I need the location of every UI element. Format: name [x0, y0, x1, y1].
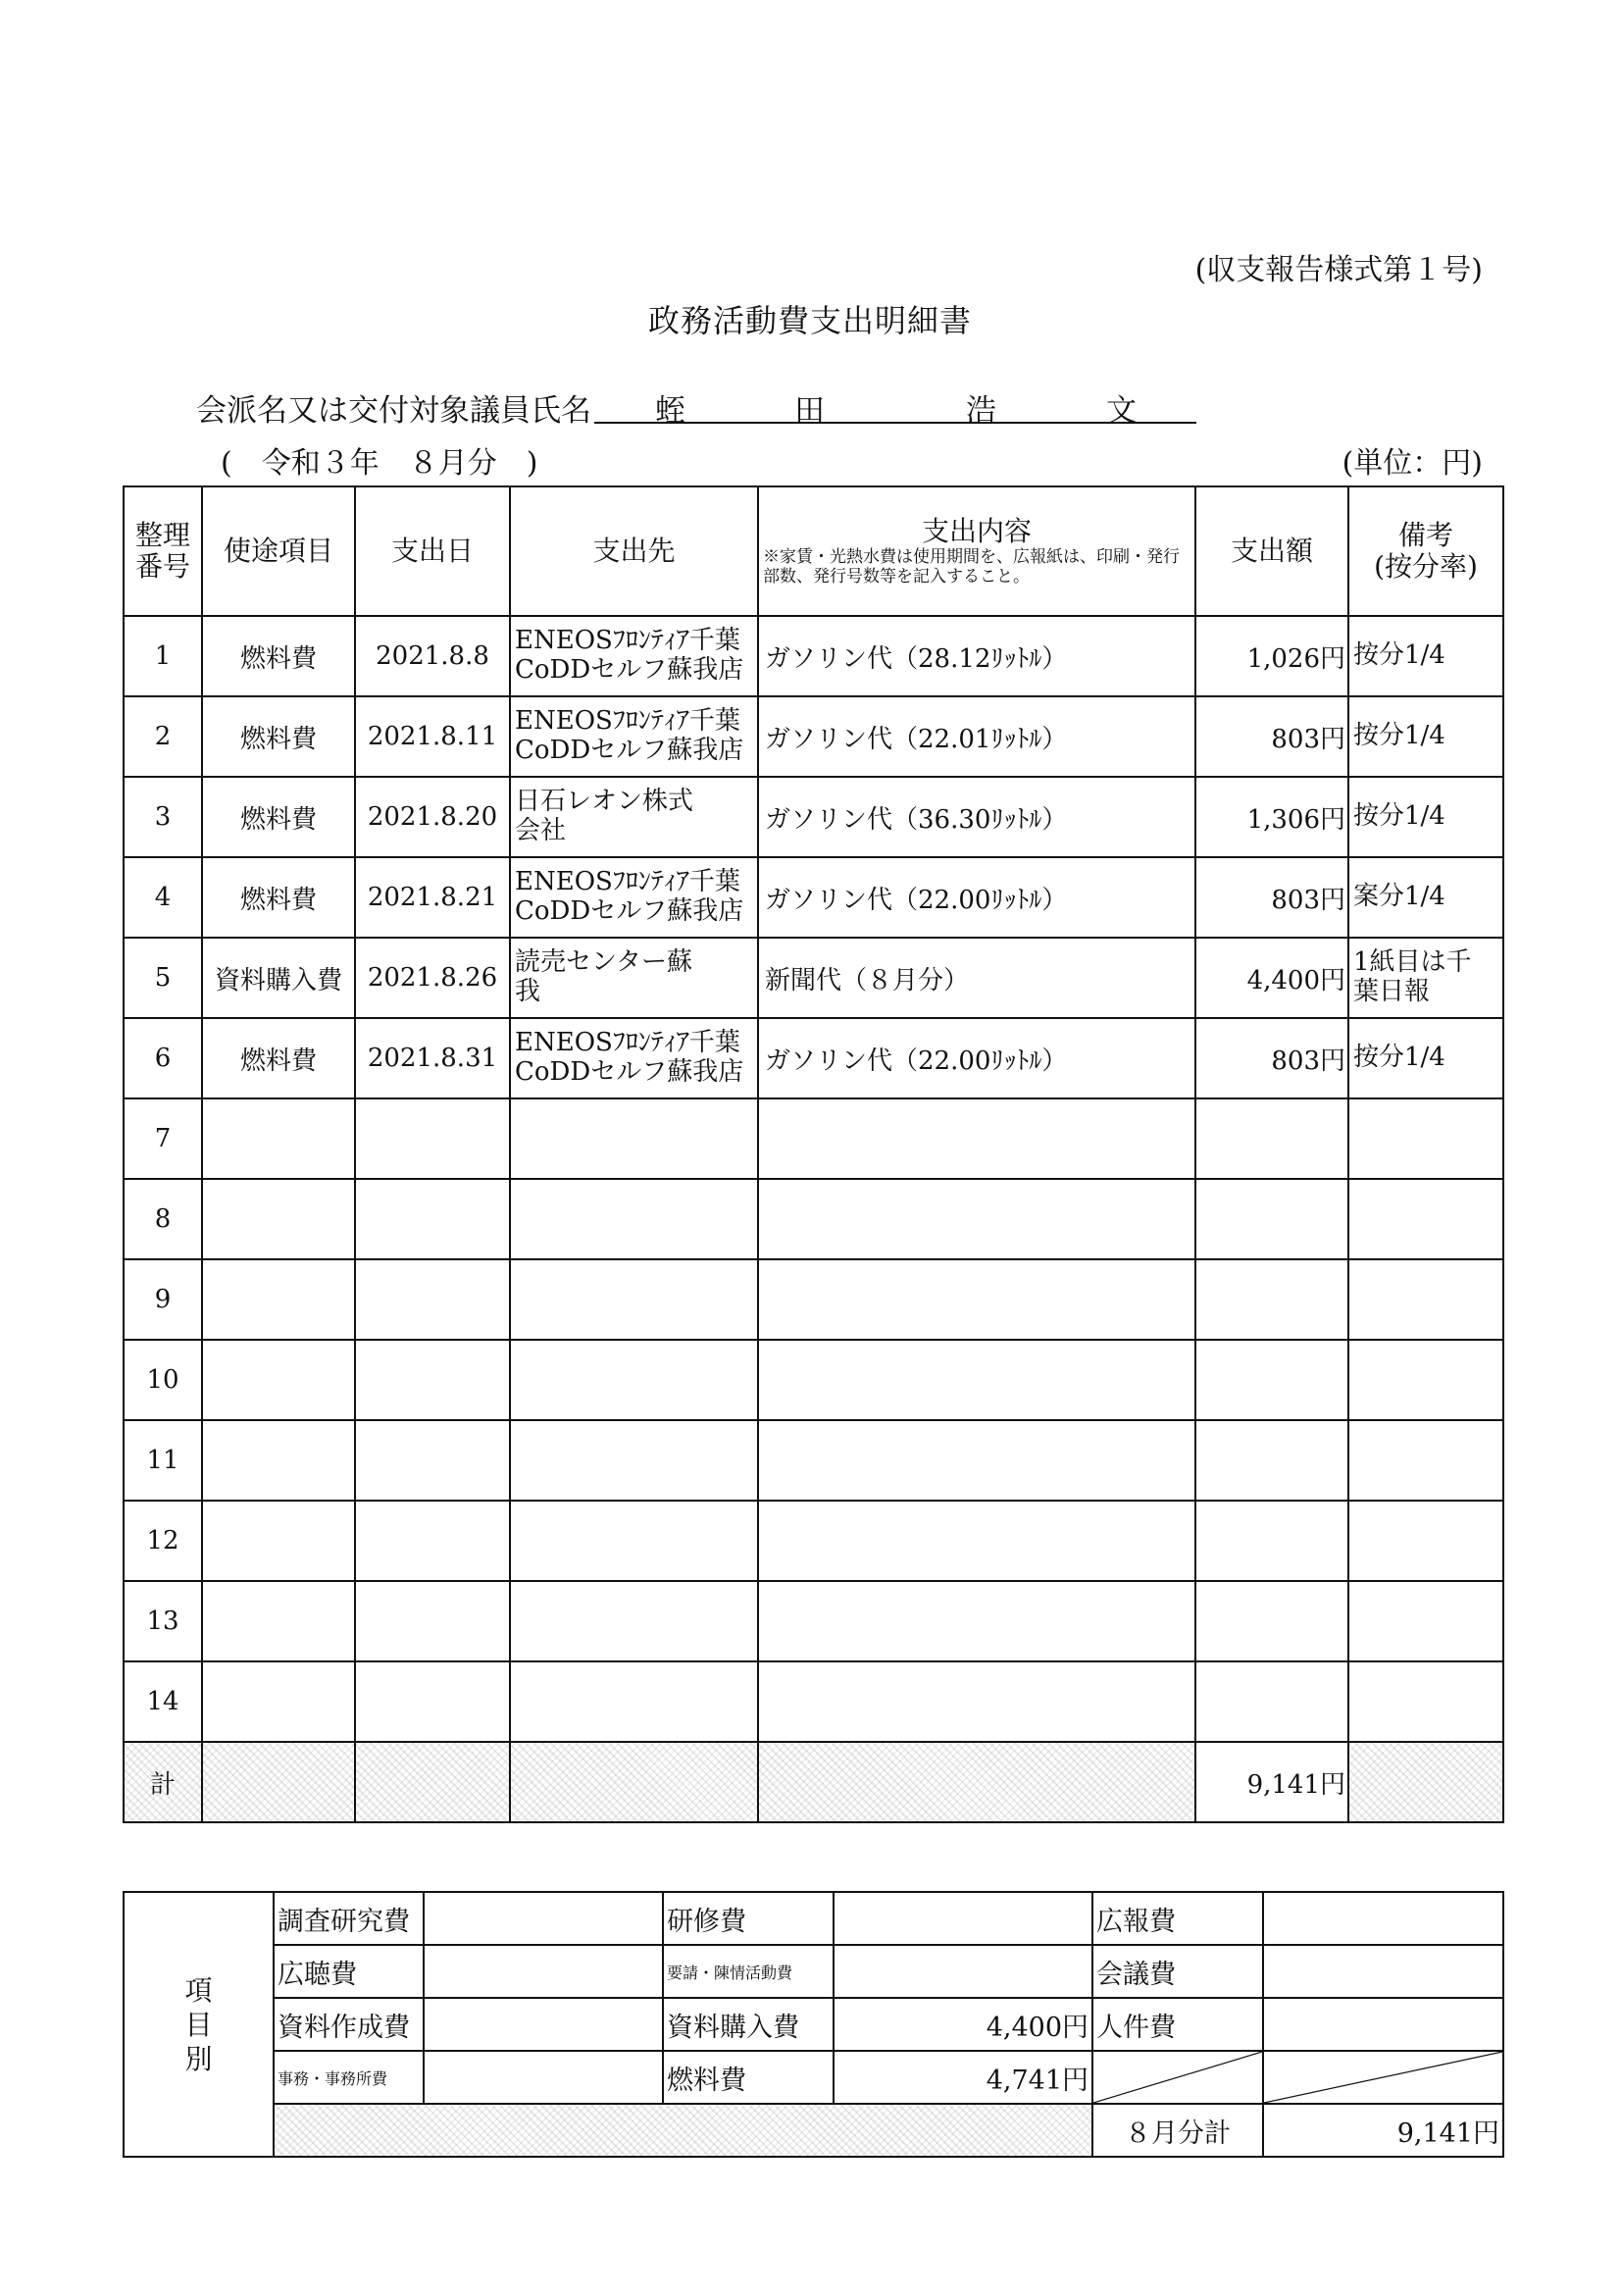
table-row: [124, 1501, 1503, 1581]
summary-row: [124, 1998, 1503, 2051]
row-remarks: 1紙目は千 葉日報: [1348, 938, 1503, 1018]
row-payee: [510, 1661, 758, 1742]
month-total-value: 9,141円: [1263, 2104, 1503, 2157]
summary-item-value: [834, 1945, 1092, 1998]
row-number: 3: [124, 777, 202, 857]
row-amount: [1195, 1581, 1348, 1661]
row-category: 燃料費: [202, 616, 355, 696]
row-amount: [1195, 1501, 1348, 1581]
total-empty: [758, 1742, 1195, 1822]
summary-item-label: 広聴費: [274, 1945, 424, 1998]
table-row: [124, 1581, 1503, 1661]
table-row: [124, 1340, 1503, 1420]
row-date: [355, 1098, 510, 1179]
summary-shaded-area: [274, 2104, 1092, 2157]
row-amount: [1195, 1340, 1348, 1420]
header-content-note: ※家賃・光熱水費は使用期間を、広報紙は、印刷・発行部数、発行号数等を記入すること。: [763, 546, 1180, 587]
row-category: [202, 1581, 355, 1661]
row-payee: [510, 1179, 758, 1259]
row-date: [355, 1179, 510, 1259]
summary-row: [124, 2051, 1503, 2104]
header-number: [124, 486, 202, 616]
name-label: 会派名又は交付対象議員氏名: [196, 393, 591, 429]
row-remarks: [1348, 1098, 1503, 1179]
table-row: [124, 777, 1503, 857]
row-category: 燃料費: [202, 777, 355, 857]
summary-item-label: 会議費: [1092, 1945, 1263, 1998]
summary-item-label: 資料購入費: [663, 1998, 834, 2051]
row-content: ガソリン代（28.12ﾘｯﾄﾙ）: [758, 616, 1195, 696]
total-empty: [1348, 1742, 1503, 1822]
total-label: 計: [124, 1742, 202, 1822]
summary-item-value: 4,400円: [834, 1998, 1092, 2051]
row-remarks: 按分1/4: [1348, 777, 1503, 857]
row-payee: ENEOSﾌﾛﾝﾃｨｱ千葉 CoDDセルフ蘇我店: [510, 857, 758, 938]
row-date: 2021.8.8: [355, 616, 510, 696]
row-number: 2: [124, 696, 202, 777]
header-category: 使途項目: [202, 486, 355, 616]
row-payee: [510, 1581, 758, 1661]
row-number: 7: [124, 1098, 202, 1179]
row-date: 2021.8.11: [355, 696, 510, 777]
row-payee: ENEOSﾌﾛﾝﾃｨｱ千葉 CoDDセルフ蘇我店: [510, 696, 758, 777]
period: ( 令和３年 ８月分 ): [221, 446, 538, 481]
header-number-label: 整理 番号: [134, 518, 190, 583]
summary-item-value: [424, 1892, 663, 1945]
row-date: [355, 1340, 510, 1420]
summary-item-value: [424, 1945, 663, 1998]
row-content: [758, 1098, 1195, 1179]
header-remarks: [1348, 486, 1503, 616]
row-category: 燃料費: [202, 696, 355, 777]
unit: (単位：円): [1342, 446, 1483, 481]
summary-item-label: 広報費: [1092, 1892, 1263, 1945]
header-date: 支出日: [355, 486, 510, 616]
row-content: ガソリン代（36.30ﾘｯﾄﾙ）: [758, 777, 1195, 857]
row-category: [202, 1259, 355, 1340]
total-empty: [355, 1742, 510, 1822]
row-category: [202, 1420, 355, 1501]
row-amount: [1195, 1179, 1348, 1259]
summary-crossed-cell: [1092, 2051, 1263, 2104]
name-char: 文: [1106, 393, 1137, 429]
row-content: 新聞代（８月分）: [758, 938, 1195, 1018]
table-row: [124, 696, 1503, 777]
total-amount: 9,141円: [1195, 1742, 1348, 1822]
row-number: 9: [124, 1259, 202, 1340]
summary-item-value: [424, 2051, 663, 2104]
header-content-label: 支出内容: [921, 514, 1032, 547]
header-content: [758, 486, 1195, 616]
row-content: [758, 1661, 1195, 1742]
row-amount: [1195, 1661, 1348, 1742]
row-date: 2021.8.26: [355, 938, 510, 1018]
row-number: 1: [124, 616, 202, 696]
row-amount: 803円: [1195, 857, 1348, 938]
summary-item-label: 資料作成費: [274, 1998, 424, 2051]
header-row: [124, 486, 1503, 616]
header-amount: 支出額: [1195, 486, 1348, 616]
row-amount: 803円: [1195, 696, 1348, 777]
row-remarks: 案分1/4: [1348, 857, 1503, 938]
expense-table: [123, 485, 1504, 1823]
row-content: [758, 1501, 1195, 1581]
total-row: [124, 1742, 1503, 1822]
row-number: 10: [124, 1340, 202, 1420]
summary-table: [123, 1891, 1504, 2158]
summary-item-value: [1263, 1945, 1503, 1998]
row-date: [355, 1420, 510, 1501]
row-remarks: 按分1/4: [1348, 616, 1503, 696]
row-payee: [510, 1259, 758, 1340]
table-row: [124, 857, 1503, 938]
row-content: [758, 1581, 1195, 1661]
row-remarks: [1348, 1581, 1503, 1661]
table-row: [124, 1179, 1503, 1259]
summary-item-label: 人件費: [1092, 1998, 1263, 2051]
summary-item-label: 燃料費: [663, 2051, 834, 2104]
summary-item-label: 研修費: [663, 1892, 834, 1945]
row-content: [758, 1420, 1195, 1501]
summary-crossed-cell: [1263, 2051, 1503, 2104]
row-date: [355, 1259, 510, 1340]
total-empty: [510, 1742, 758, 1822]
row-category: [202, 1340, 355, 1420]
name-char: 浩: [966, 393, 996, 429]
row-remarks: 按分1/4: [1348, 1018, 1503, 1098]
row-date: 2021.8.31: [355, 1018, 510, 1098]
row-number: 13: [124, 1581, 202, 1661]
row-number: 6: [124, 1018, 202, 1098]
total-empty: [202, 1742, 355, 1822]
row-date: [355, 1661, 510, 1742]
summary-item-value: [834, 1892, 1092, 1945]
summary-item-value: [1263, 1998, 1503, 2051]
row-amount: [1195, 1259, 1348, 1340]
summary-item-value: 4,741円: [834, 2051, 1092, 2104]
summary-row: [124, 2104, 1503, 2157]
table-row: [124, 1661, 1503, 1742]
row-number: 5: [124, 938, 202, 1018]
row-payee: ENEOSﾌﾛﾝﾃｨｱ千葉 CoDDセルフ蘇我店: [510, 616, 758, 696]
name-char: 蛭: [655, 393, 685, 429]
row-payee: ENEOSﾌﾛﾝﾃｨｱ千葉 CoDDセルフ蘇我店: [510, 1018, 758, 1098]
row-payee: 読売センター蘇 我: [510, 938, 758, 1018]
row-amount: 803円: [1195, 1018, 1348, 1098]
row-remarks: [1348, 1179, 1503, 1259]
row-category: [202, 1179, 355, 1259]
row-content: [758, 1340, 1195, 1420]
name-char: 田: [794, 393, 825, 429]
row-number: 8: [124, 1179, 202, 1259]
summary-row: [124, 1945, 1503, 1998]
header-payee: 支出先: [510, 486, 758, 616]
row-amount: 1,026円: [1195, 616, 1348, 696]
summary-item-label: 調査研究費: [274, 1892, 424, 1945]
row-content: ガソリン代（22.00ﾘｯﾄﾙ）: [758, 857, 1195, 938]
row-category: 燃料費: [202, 857, 355, 938]
row-remarks: [1348, 1661, 1503, 1742]
document-title: 政務活動費支出明細書: [647, 302, 972, 339]
row-remarks: [1348, 1340, 1503, 1420]
row-payee: [510, 1420, 758, 1501]
row-category: [202, 1098, 355, 1179]
summary-item-value: [424, 1998, 663, 2051]
row-content: ガソリン代（22.01ﾘｯﾄﾙ）: [758, 696, 1195, 777]
table-row: [124, 1018, 1503, 1098]
row-date: [355, 1581, 510, 1661]
row-category: [202, 1501, 355, 1581]
month-total-label: ８月分計: [1092, 2104, 1263, 2157]
row-category: 燃料費: [202, 1018, 355, 1098]
row-payee: [510, 1098, 758, 1179]
row-category: 資料購入費: [202, 938, 355, 1018]
row-number: 14: [124, 1661, 202, 1742]
row-amount: [1195, 1420, 1348, 1501]
row-payee: [510, 1501, 758, 1581]
summary-side-label: 項 目 別: [124, 1892, 274, 2157]
summary-row: [124, 1892, 1503, 1945]
summary-item-label: 要請・陳情活動費: [663, 1945, 834, 1998]
row-remarks: 按分1/4: [1348, 696, 1503, 777]
summary-item-value: [1263, 1892, 1503, 1945]
row-number: 11: [124, 1420, 202, 1501]
table-row: [124, 1420, 1503, 1501]
row-payee: 日石レオン株式 会社: [510, 777, 758, 857]
table-row: [124, 616, 1503, 696]
row-amount: 4,400円: [1195, 938, 1348, 1018]
form-number: (収支報告様式第１号): [1194, 253, 1483, 287]
row-amount: 1,306円: [1195, 777, 1348, 857]
summary-item-label: 事務・事務所費: [274, 2051, 424, 2104]
row-date: 2021.8.20: [355, 777, 510, 857]
row-amount: [1195, 1098, 1348, 1179]
row-number: 12: [124, 1501, 202, 1581]
row-date: [355, 1501, 510, 1581]
row-remarks: [1348, 1420, 1503, 1501]
header-remarks-label: 備考 (按分率): [1374, 518, 1478, 583]
table-row: [124, 1098, 1503, 1179]
table-row: [124, 1259, 1503, 1340]
row-content: [758, 1179, 1195, 1259]
row-content: ガソリン代（22.00ﾘｯﾄﾙ）: [758, 1018, 1195, 1098]
row-date: 2021.8.21: [355, 857, 510, 938]
row-payee: [510, 1340, 758, 1420]
row-remarks: [1348, 1501, 1503, 1581]
row-category: [202, 1661, 355, 1742]
row-number: 4: [124, 857, 202, 938]
row-content: [758, 1259, 1195, 1340]
table-row: [124, 938, 1503, 1018]
row-remarks: [1348, 1259, 1503, 1340]
